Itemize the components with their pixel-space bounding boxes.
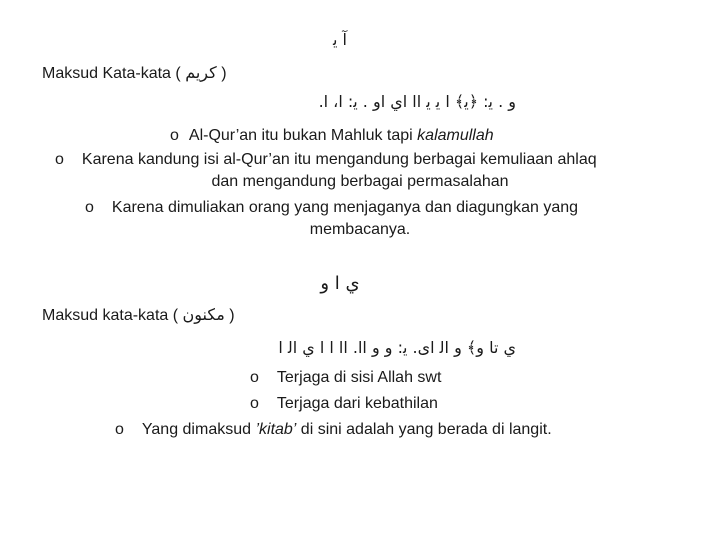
section2-bullet-3 [115, 420, 552, 440]
section2-title [42, 305, 235, 326]
bullet-marker: o [55, 151, 64, 168]
bullet-text: Al-Qur’an itu bukan Mahluk tapi [188, 127, 418, 144]
section2-title-suffix: ) [229, 307, 235, 324]
bullet-marker: o [250, 395, 259, 412]
section1-bullet-3 [85, 198, 578, 218]
section1-bullet-2-cont: dan mengandung berbagai permasalahan [211, 173, 509, 190]
section2-title-arabic: ﻣﻜﻨﻮﻥ [182, 305, 225, 324]
bullet-text: Terjaga dari kebathilan [276, 395, 438, 412]
bullet-text-after: di sini adalah yang berada di langit. [296, 421, 552, 438]
section2-bullet-1 [250, 368, 441, 388]
bullet-text: Karena dimuliakan orang yang menjaganya dan diagungkan yang [111, 199, 579, 216]
bullet-text: Karena kandung isi al-Qur’an itu mengandung berbagai kemuliaan ahlaq [81, 151, 597, 168]
section1-title-prefix: Maksud Kata-kata ( [42, 65, 181, 82]
section1-arabic-line: ﻭ . ﻳ: ﴿ﻳ﴾ ﺍ ﻳ ﻳ ﺍﺍ ﺍﻱ ﺍﻭ . ﻳ: ﺍ، ﺍ. [318, 92, 516, 111]
bullet-marker: o [85, 199, 94, 216]
bullet-text: Terjaga di sisi Allah swt [276, 369, 442, 386]
bullet-text-before: Yang dimaksud [141, 421, 256, 438]
bullet-marker: o [115, 421, 124, 438]
section1-bullet-1 [170, 126, 494, 146]
section2-arabic-line: ﻱ ﺗﺎ ﻭ﴾ ﻭ ﺍﻟ ﺍﻯ. ﻳ: ﻭ ﻭ ﺍﺍ. ﺍﺍ ﺍ ﺍ ﻱ ﺍﻟ ﺍ [278, 338, 516, 357]
section1-title [42, 63, 227, 84]
section2-bullet-2 [250, 394, 438, 414]
section1-title-arabic: ﻛﺮﻳﻢ [185, 63, 217, 82]
section1-bullet-2 [55, 150, 597, 170]
bullet-marker: o [170, 127, 179, 144]
bullet-italic: ’kitab’ [255, 421, 297, 438]
section2-heading-arabic: ﻱ ﺍ ﻭ [320, 273, 360, 294]
section2-title-prefix: Maksud kata-kata ( [42, 307, 179, 324]
section1-bullet-3-cont: membacanya. [309, 221, 411, 238]
section1-title-suffix: ) [221, 65, 227, 82]
bullet-italic: kalamullah [417, 127, 494, 144]
bullet-marker: o [250, 369, 259, 386]
section1-heading-arabic: آ ﻳ [333, 30, 347, 49]
